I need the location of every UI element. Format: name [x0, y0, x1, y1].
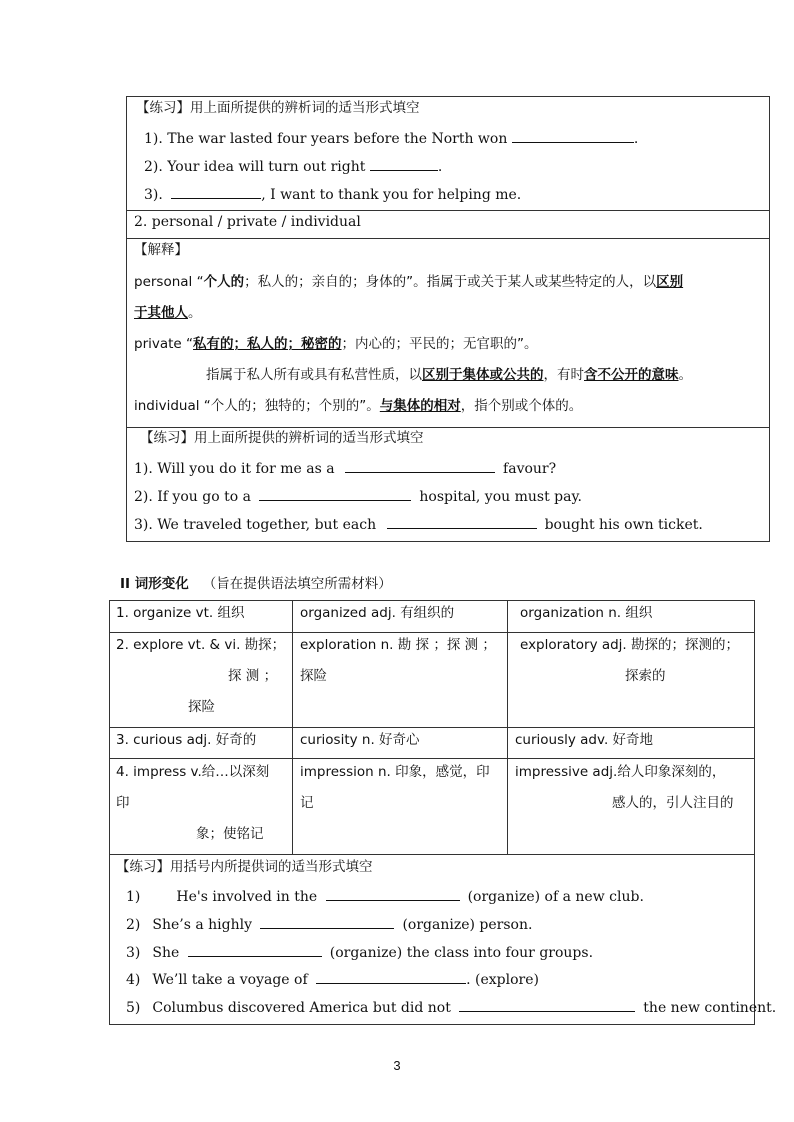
practice-label: 【练习】用上面所提供的辨析词的适当形式填空	[136, 100, 420, 116]
cell-organize: 1. organize vt. 组织	[116, 605, 245, 621]
private-explain: private “私有的；私人的；秘密的；内心的；平民的；无官职的”。	[134, 336, 538, 352]
answer-blank[interactable]	[326, 887, 460, 901]
cell-curiously: curiously adv. 好奇地	[515, 732, 654, 748]
practice2-label: 【练习】用上面所提供的辨析词的适当形式填空	[140, 430, 424, 446]
form-exercise-3: 3) She (organize) the class into four groups.	[126, 945, 594, 961]
cell-organized: organized adj. 有组织的	[300, 605, 455, 621]
form-exercise-1: 1) He's involved in the (organize) of a new club.	[126, 889, 644, 905]
answer-blank[interactable]	[512, 129, 634, 143]
section-heading: II 词形变化 （旨在提供语法填空所需材料）	[120, 576, 392, 592]
answer-blank[interactable]	[316, 970, 466, 984]
answer-blank[interactable]	[260, 915, 394, 929]
practice2-q3: 3). We traveled together, but each bought his own ticket.	[134, 517, 703, 533]
exercise-2: 2). Your idea will turn out right .	[144, 159, 443, 175]
cell-impression: impression n. 印象，感觉，印	[300, 764, 490, 780]
cell-explore: 2. explore vt. & vi. 勘探；	[116, 637, 286, 653]
cell-impressive: impressive adj.给人印象深刻的，	[515, 764, 726, 780]
answer-blank[interactable]	[345, 459, 495, 473]
cell-exploration: exploration n. 勘 探 ；探 测 ；	[300, 637, 496, 653]
individual-explain: individual “个人的；独特的；个别的”。与集体的相对，指个别或个体的。	[134, 398, 583, 414]
cell-organization: organization n. 组织	[520, 605, 653, 621]
form-exercise-4: 4) We’ll take a voyage of . (explore)	[126, 972, 539, 988]
answer-blank[interactable]	[387, 515, 537, 529]
personal-explain: personal “个人的；私人的；亲自的；身体的”。指属于或关于某人或某些特定的人，以区别	[134, 274, 684, 290]
cell-curious: 3. curious adj. 好奇的	[116, 732, 257, 748]
answer-blank[interactable]	[171, 185, 261, 199]
cell-impress: 4. impress v.给…以深刻	[116, 764, 270, 780]
practice2-q1: 1). Will you do it for me as a favour?	[134, 461, 557, 477]
cell-exploratory: exploratory adj. 勘探的；探测的；	[520, 637, 740, 653]
answer-blank[interactable]	[459, 998, 635, 1012]
form-exercise-2: 2) She’s a highly (organize) person.	[126, 917, 533, 933]
cell-curiosity: curiosity n. 好奇心	[300, 732, 420, 748]
exercise-3: 3). , I want to thank you for helping me.	[144, 187, 522, 203]
practice2-q2: 2). If you go to a hospital, you must pay.	[134, 489, 582, 505]
practice3-label: 【练习】用括号内所提供词的适当形式填空	[116, 859, 373, 875]
explain-label: 【解释】	[134, 242, 188, 258]
answer-blank[interactable]	[259, 487, 411, 501]
page-number: 3	[393, 1058, 401, 1073]
answer-blank[interactable]	[370, 157, 438, 171]
personal-explain-cont: 于其他人。	[134, 305, 202, 321]
answer-blank[interactable]	[188, 943, 322, 957]
exercise-1: 1). The war lasted four years before the North won .	[144, 131, 639, 147]
form-exercise-5: 5) Columbus discovered America but did not the new continent.	[126, 1000, 777, 1016]
word-group-title: 2. personal / private / individual	[134, 214, 361, 230]
private-explain-cont: 指属于私人所有或具有私营性质，以区别于集体或公共的，有时含不公开的意味。	[206, 367, 692, 383]
